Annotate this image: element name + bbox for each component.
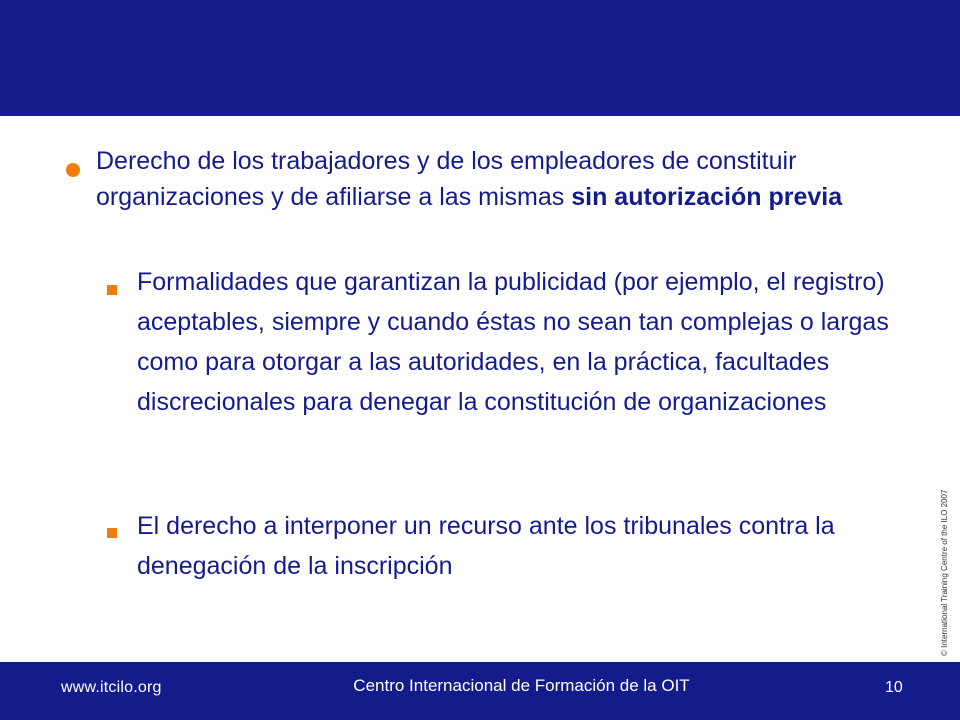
footer-organization-name: Centro Internacional de Formación de la OIT bbox=[353, 676, 690, 695]
main-bullet-dot bbox=[66, 163, 80, 177]
header-band bbox=[0, 0, 960, 116]
main-bullet-regular-text: Derecho de los trabajadores y de los empleadores de constituir organizaciones y de afiliarse a las mismas bbox=[96, 147, 797, 211]
sub-bullet-square-2 bbox=[107, 528, 117, 538]
sub-bullet-square-1 bbox=[107, 285, 117, 295]
footer-url: www.itcilo.org bbox=[61, 679, 162, 696]
sub-bullet-text-1: Formalidades que garantizan la publicidad (por ejemplo, el registro) aceptables, siempre y cuando éstas no sean tan complejas o largas como para otorgar a las autoridades, en la práctica, facultades discrecionales para denegar la constitución de organizaciones bbox=[137, 268, 889, 416]
sub-bullet-text-2: El derecho a interponer un recurso ante los tribunales contra la denegación de la inscripción bbox=[137, 512, 835, 580]
copyright-notice: © International Training Centre of the ILO 2007 bbox=[940, 489, 949, 656]
page-number: 10 bbox=[885, 679, 903, 696]
main-bullet-bold-text: sin autorización previa bbox=[571, 183, 843, 211]
main-bullet-text bbox=[96, 143, 876, 215]
